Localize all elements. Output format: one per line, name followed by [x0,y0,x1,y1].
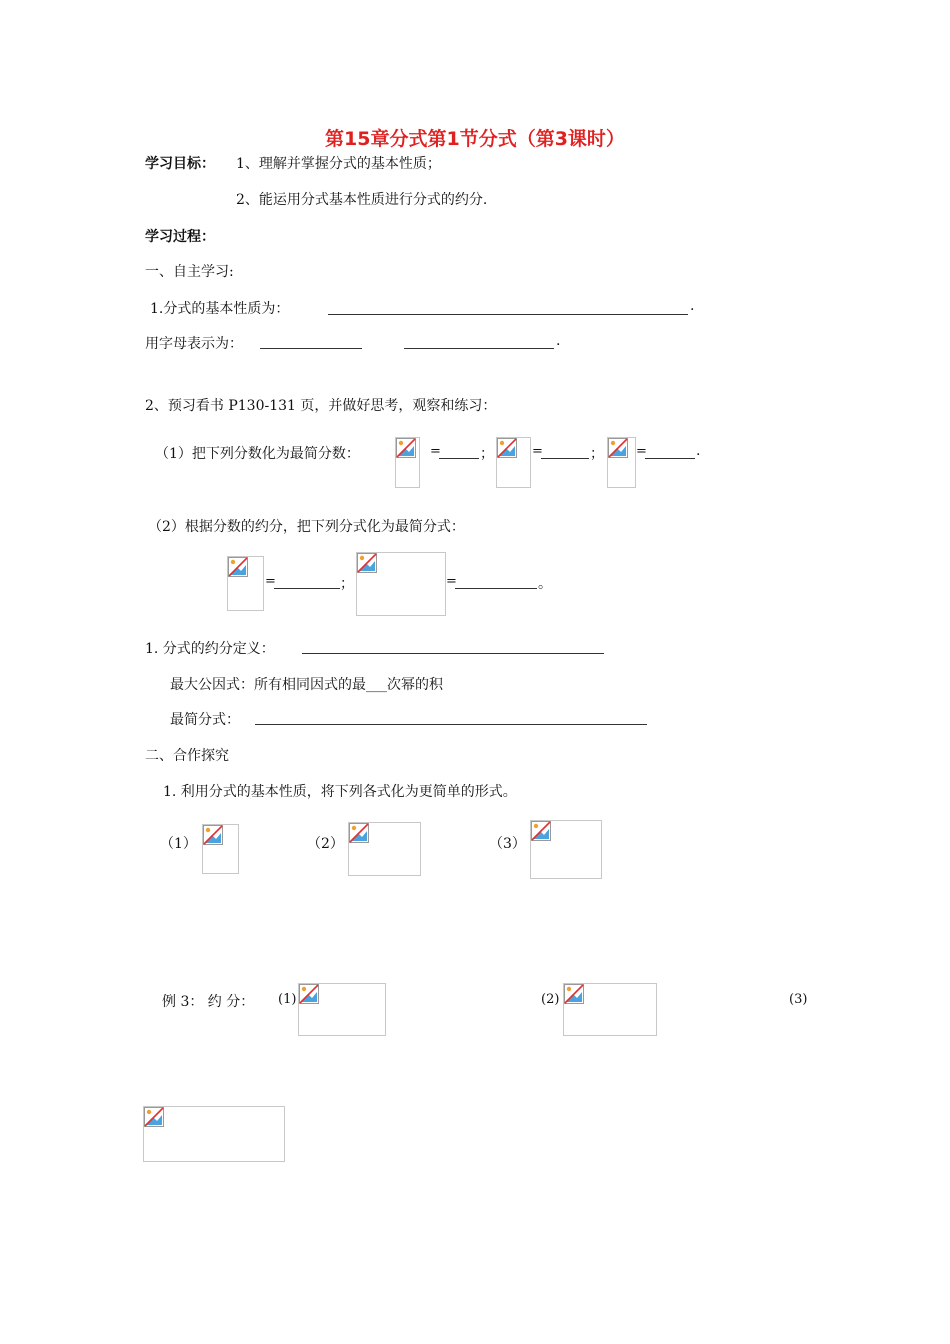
equals-sign: = [532,444,543,459]
exercise1-end: . [696,443,701,459]
image-placeholder-icon [608,438,628,458]
equals-sign: = [430,444,441,459]
answer-line [541,458,589,459]
goals-label: 学习目标： [145,156,215,172]
answer-line [645,458,695,459]
goal-item-1: 1、理解并掌握分式的基本性质； [236,156,441,172]
example-part-3: (3) [789,992,808,1007]
gcf-text: 最大公因式：所有相同因式的最___次幂的积 [170,677,443,693]
image-placeholder-icon [396,438,416,458]
expression-image [143,1106,285,1162]
answer-line [439,458,479,459]
equals-sign: = [265,574,276,589]
fraction-image [227,556,264,611]
answer-line [274,588,340,589]
letters-label: 用字母表示为： [145,336,243,352]
letters-end: . [556,333,561,349]
property-question: 1.分式的基本性质为： [150,301,290,317]
image-placeholder-icon [228,557,248,577]
image-placeholder-icon [203,825,223,845]
part-label-2: （2） [307,836,344,852]
equals-sign: = [446,574,457,589]
expression-image [530,820,602,879]
letters-line-2 [404,348,554,349]
goal-item-2: 2、能运用分式基本性质进行分式的约分. [236,192,488,208]
image-placeholder-icon [299,984,319,1004]
part-label-3: （3） [489,836,526,852]
process-label: 学习过程： [145,229,215,245]
expression-image [202,824,239,874]
definition-answer-line [302,653,604,654]
simplest-fraction-label: 最简分式： [170,712,240,728]
example-part-1: (1) [278,992,297,1007]
property-end: . [690,298,695,314]
equals-sign: = [636,444,647,459]
separator: ； [340,576,354,592]
section2-heading: 二、合作探究 [145,748,229,764]
example-part-2: (2) [541,992,560,1007]
reduction-definition-label: 1. 分式的约分定义： [145,641,275,657]
fraction-image [496,437,531,488]
image-placeholder-icon [497,438,517,458]
image-placeholder-icon [357,553,377,573]
preview-question: 2、预习看书 P130-131 页，并做好思考，观察和练习： [145,398,497,414]
separator: ； [480,446,494,462]
image-placeholder-icon [531,821,551,841]
fraction-image [356,552,446,616]
simplest-answer-line [255,724,647,725]
expression-image [298,983,386,1036]
expression-image [348,822,421,876]
part-label-1: （1） [160,836,197,852]
image-placeholder-icon [564,984,584,1004]
explore-question: 1. 利用分式的基本性质，将下列各式化为更简单的形式。 [163,784,517,800]
expression-image [563,983,657,1036]
answer-line [455,588,537,589]
image-placeholder-icon [144,1107,164,1127]
example-label: 例 3： 约 分： [162,994,255,1010]
exercise2-end: 。 [538,576,552,592]
exercise2-label: （2）根据分数的约分，把下列分式化为最简分式： [148,519,465,535]
separator: ； [590,446,604,462]
fraction-image [395,437,420,488]
page-title: 第15章分式第1节分式（第3课时） [325,128,625,150]
section1-heading: 一、自主学习: [145,264,234,280]
exercise1-label: （1）把下列分数化为最简分数： [155,446,360,462]
image-placeholder-icon [349,823,369,843]
letters-line-1 [260,348,362,349]
property-answer-line [328,314,688,315]
fraction-image [607,437,636,488]
